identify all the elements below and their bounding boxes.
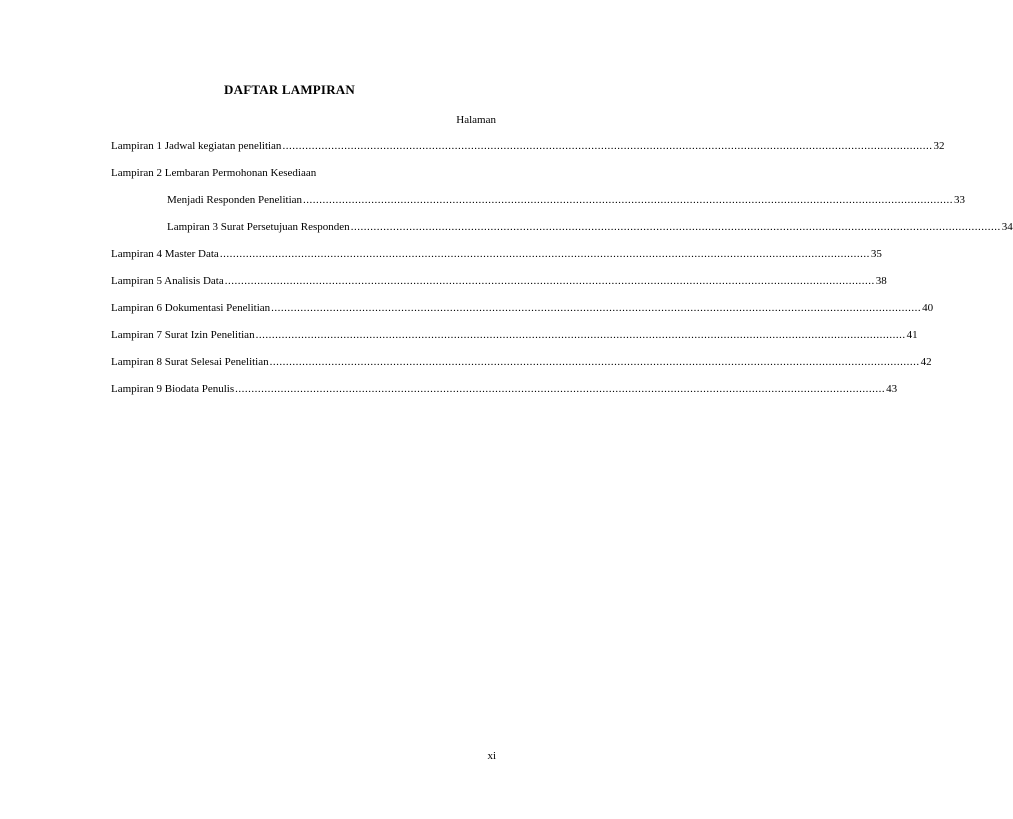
toc-entry-label: Lampiran 1 Jadwal kegiatan penelitian [111, 140, 282, 152]
toc-entry-page: 35 [870, 248, 882, 260]
dot-leader: ........................................................................................................................................................................................................ [303, 194, 954, 206]
dot-leader: ........................................................................................................................................................................................................ [224, 275, 875, 287]
toc-entry-page: 33 [954, 194, 966, 206]
toc-entry-lampiran-4[interactable] [111, 248, 882, 275]
toc-entry-page: 40 [922, 302, 934, 314]
toc-entry-page: 43 [886, 383, 898, 395]
page-title: DAFTAR LAMPIRAN [224, 82, 355, 97]
toc-entry-lampiran-9[interactable] [111, 383, 898, 410]
toc-entry-lampiran-3[interactable] [111, 221, 1013, 248]
dot-leader: ........................................................................................................................................................................................................ [269, 356, 920, 368]
toc-entry-lampiran-2[interactable] [111, 167, 497, 194]
dot-leader: ........................................................................................................................................................................................................ [235, 383, 886, 395]
toc-entry-label: Lampiran 8 Surat Selesai Penelitian [111, 356, 269, 368]
toc-entry-lampiran-6[interactable] [111, 302, 934, 329]
toc-entry-page: 41 [906, 329, 918, 341]
toc-entry-label: Lampiran 5 Analisis Data [111, 275, 224, 287]
toc-entry-page: 38 [875, 275, 887, 287]
toc-list [111, 140, 1013, 410]
toc-entry-label: Lampiran 3 Surat Persetujuan Responden [167, 221, 350, 233]
toc-entry-label: Lampiran 7 Surat Izin Penelitian [111, 329, 255, 341]
page-number: xi [487, 750, 496, 762]
dot-leader: ........................................................................................................................................................................................................ [271, 302, 922, 314]
toc-entry-lampiran-1[interactable] [111, 140, 945, 167]
page-column-header: Halaman [456, 114, 496, 126]
dot-leader: ........................................................................................................................................................................................................ [219, 248, 870, 260]
toc-entry-page: 42 [920, 356, 932, 368]
toc-entry-lampiran-2-continued[interactable] [111, 194, 966, 221]
toc-entry-page: 32 [933, 140, 945, 152]
toc-entry-label: Lampiran 6 Dokumentasi Penelitian [111, 302, 271, 314]
toc-entry-label: Lampiran 4 Master Data [111, 248, 219, 260]
dot-leader: ........................................................................................................................................................................................................ [350, 221, 1001, 233]
dot-leader: ........................................................................................................................................................................................................ [282, 140, 933, 152]
toc-entry-page: 34 [1001, 221, 1013, 233]
toc-entry-label: Lampiran 2 Lembaran Permohonan Kesediaan [111, 167, 317, 179]
dot-leader: ........................................................................................................................................................................................................ [255, 329, 906, 341]
toc-entry-label: Lampiran 9 Biodata Penulis [111, 383, 235, 395]
toc-entry-label: Menjadi Responden Penelitian [167, 194, 303, 206]
toc-entry-lampiran-5[interactable] [111, 275, 887, 302]
toc-entry-lampiran-7[interactable] [111, 329, 918, 356]
toc-entry-lampiran-8[interactable] [111, 356, 932, 383]
